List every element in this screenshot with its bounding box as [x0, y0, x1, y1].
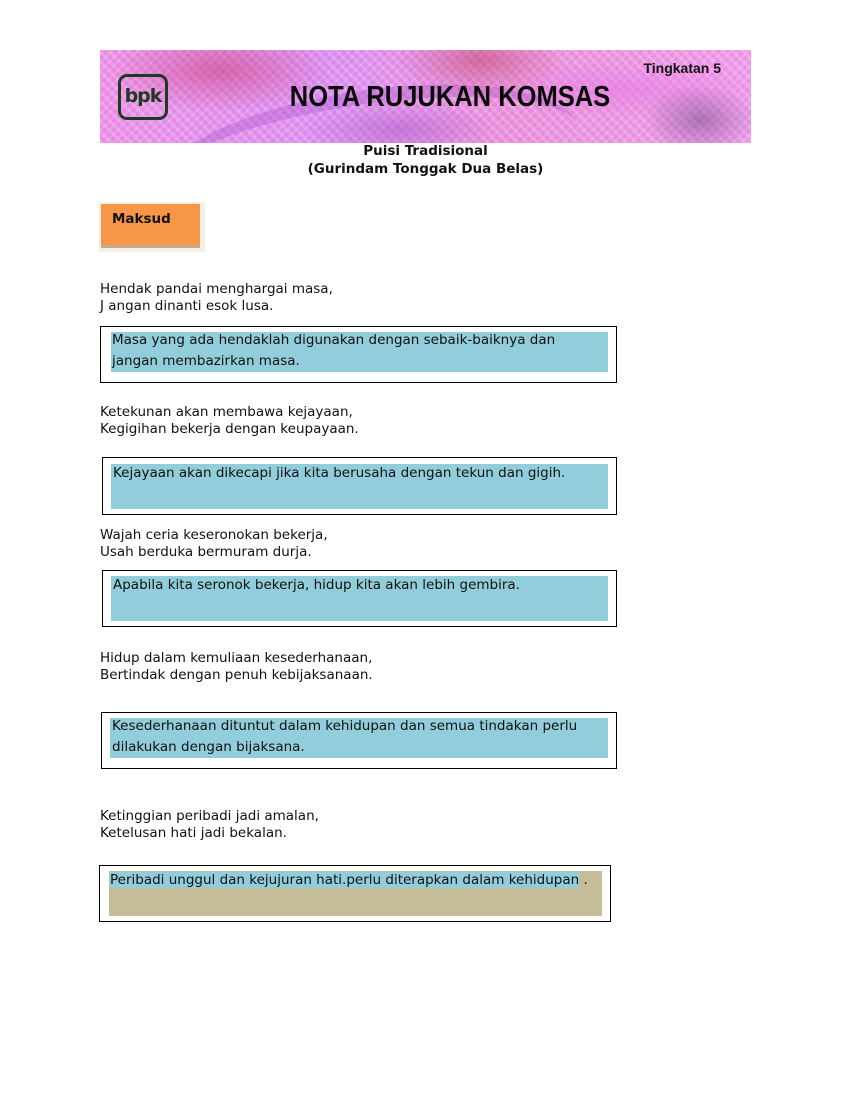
meaning-box-5 [99, 865, 611, 922]
stanza-line: Usah berduka bermuram durja. [100, 544, 312, 560]
subtitle-line-2: (Gurindam Tonggak Dua Belas) [307, 161, 544, 177]
stanza-line: Hidup dalam kemuliaan kesederhanaan, [100, 650, 373, 666]
stanza-5 [100, 808, 319, 842]
bpk-logo [118, 74, 168, 120]
stanza-line: J angan dinanti esok lusa. [100, 298, 274, 314]
stanza-1 [100, 281, 333, 315]
meaning-text [110, 870, 600, 891]
stanza-line: Ketekunan akan membawa kejayaan, [100, 404, 353, 420]
stanza-line: Ketinggian peribadi jadi amalan, [100, 808, 319, 824]
stanza-line: Kegigihan bekerja dengan keupayaan. [100, 421, 359, 437]
meaning-box-1 [100, 326, 617, 383]
section-label: Maksud [112, 211, 171, 227]
logo-text: bpk [124, 84, 162, 107]
section-label-box [99, 202, 205, 252]
page-title: NOTA RUJUKAN KOMSAS [289, 81, 611, 113]
stanza-2 [100, 404, 359, 438]
stanza-line: Wajah ceria keseronokan bekerja, [100, 527, 328, 543]
stanza-line: Hendak pandai menghargai masa, [100, 281, 333, 297]
level-label: Tingkatan 5 [643, 60, 721, 76]
stanza-line: Ketelusan hati jadi bekalan. [100, 825, 287, 841]
stanza-3 [100, 527, 328, 561]
meaning-text: Masa yang ada hendaklah digunakan dengan sebaik-baiknya dan jangan membazirkan masa. [112, 332, 556, 369]
section-label-fill [101, 204, 200, 248]
stanza-line: Bertindak dengan penuh kebijaksanaan. [100, 667, 373, 683]
meaning-box-3 [102, 570, 617, 627]
header-banner [100, 50, 751, 143]
meaning-highlighted-text: Peribadi unggul dan kejujuran hati.perlu diterapkan dalam kehidupan [110, 872, 580, 888]
meaning-text: Kesederhanaan dituntut dalam kehidupan dan semua tindakan perlu dilakukan dengan bijaksana. [112, 718, 578, 755]
stanza-4 [100, 650, 373, 684]
meaning-box-2 [102, 457, 617, 515]
meaning-text: Kejayaan akan dikecapi jika kita berusaha dengan tekun dan gigih. [113, 465, 566, 481]
subtitle-line-1: Puisi Tradisional [363, 143, 488, 159]
meaning-trailing-period: . [579, 872, 588, 888]
meaning-box-4 [101, 712, 617, 769]
meaning-text: Apabila kita seronok bekerja, hidup kita akan lebih gembira. [113, 577, 520, 593]
